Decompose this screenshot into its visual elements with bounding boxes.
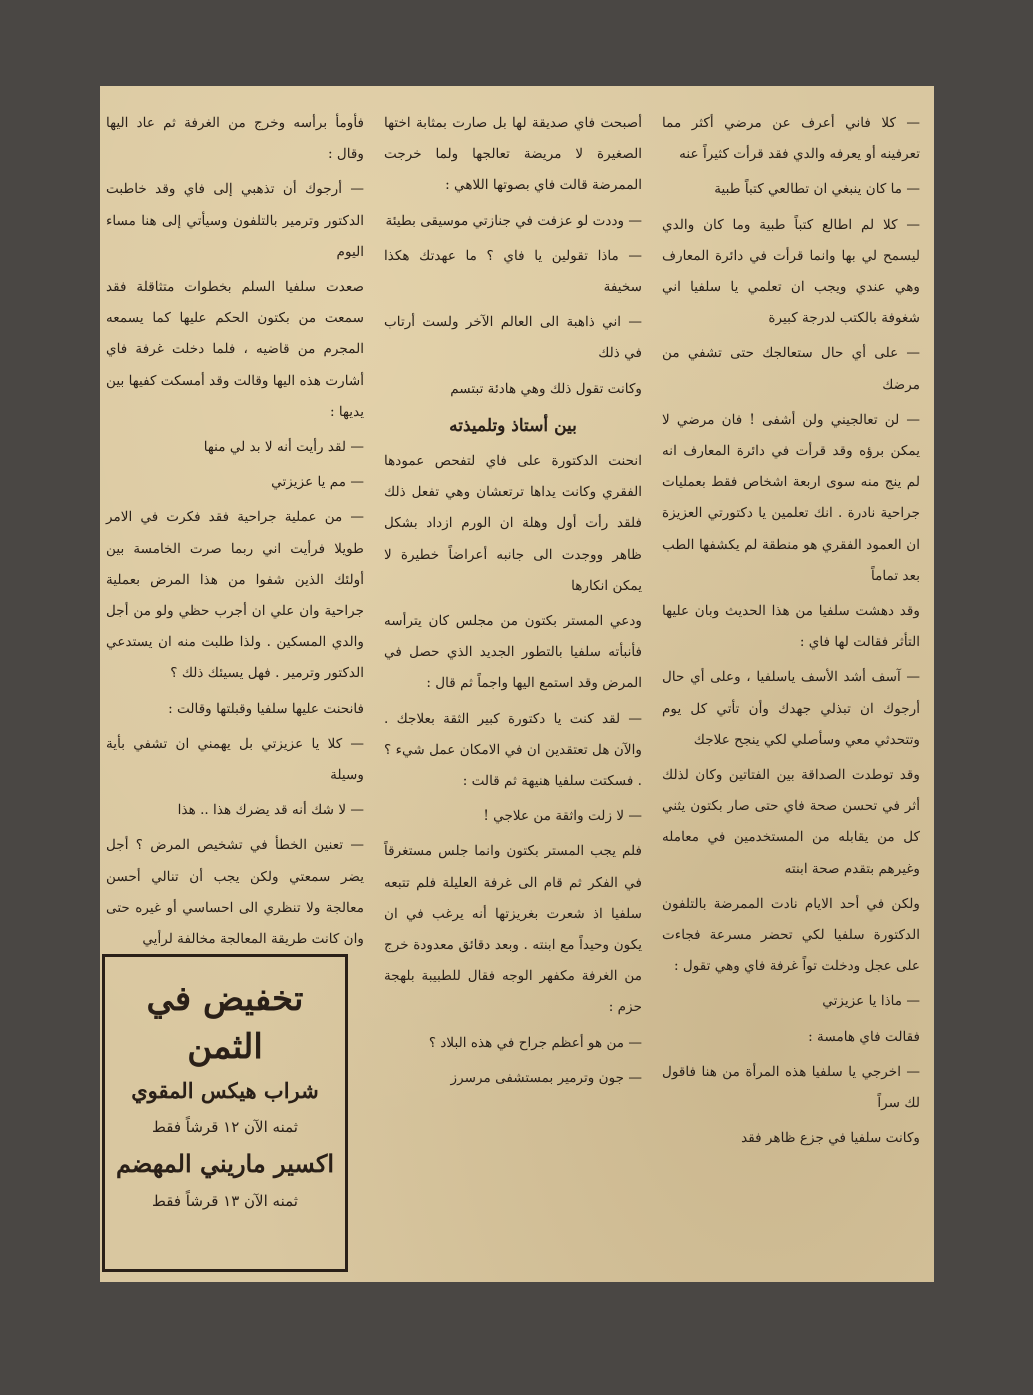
article-column-left bbox=[106, 108, 364, 959]
ad-title: تخفيض في الثمن bbox=[146, 979, 304, 1067]
paragraph: — اني ذاهبة الى العالم الآخر ولست أرتاب في ذلك bbox=[384, 314, 642, 362]
paragraph: وقد توطدت الصداقة بين الفتاتين وكان لذلك أثر في تحسن صحة فاي حتى صار بكتون يثني كل من يقابله من المستخدمين في معامله وغيرهم بتقدم صحة ابنته bbox=[662, 767, 920, 877]
paragraph: أصبحت فاي صديقة لها بل صارت بمثابة اختها الصغيرة لا مريضة تعالجها ولما خرجت الممرضة قالت فاي بصوتها اللاهي : bbox=[384, 115, 642, 194]
ad-price-1: ثمنه الآن ١٢ قرشاً فقط bbox=[152, 1118, 298, 1136]
paragraph: — كلا فاني أعرف عن مرضي أكثر مما تعرفينه أو يعرفه والدي فقد قرأت كثيراً عنه bbox=[662, 115, 920, 163]
paragraph: — كلا لم اطالع كتباً طبية وما كان والدي ليسمح لي بها وانما قرأت في دائرة المعارف وهي عندي ويجب ان تعلمي يا سلفيا اني شغوفة بالكتب لدرجة كبيرة bbox=[662, 216, 920, 327]
paragraph: وقد دهشت سلفيا من هذا الحديث وبان عليها التأثر فقالت لها فاي : bbox=[662, 603, 920, 651]
paragraph: فأومأ برأسه وخرج من الغرفة ثم عاد اليها وقال : bbox=[106, 115, 364, 163]
paragraph: — وددت لو عزفت في جنازتي موسيقى بطيئة bbox=[385, 212, 642, 229]
paragraph: — لن تعالجيني ولن أشفى ! فان مرضي لا يمكن برؤه وقد قرأت في دائرة المعارف انه لم ينج منه سوى اربعة اشخاص فقط بعمليات جراحية نادرة . انك تعلمين يا دكتورتي العزيزة ان العمود الفقري هو منطقة لم يكشفها الطب بعد تماماً bbox=[662, 411, 920, 584]
paragraph: — جون وترمير بمستشفى مرسرز bbox=[450, 1069, 642, 1086]
paragraph: — لا زلت واثقة من علاجي ! bbox=[483, 808, 642, 825]
paragraph: — اخرجي يا سلفيا هذه المرأة من هنا فاقول لك سراً bbox=[662, 1063, 920, 1112]
paragraph: فلم يجب المستر بكتون وانما جلس مستغرقاً في الفكر ثم قام الى غرفة العليلة فلم تتبعه سلفيا اذ شعرت بغريزتها أنه يرغب في ان يكون وحيداً مع ابنته . وبعد دقائق معدودة خرج من الغرفة مكفهر الوجه فقال للطبيبة بلهجة حزم : bbox=[384, 843, 642, 1016]
paragraph: انحنت الدكتورة على فاي لتفحص عمودها الفقري وكانت يداها ترتعشان وهي تفعل ذلك فلقد رأت أول وهلة ان الورم ازداد بشكل ظاهر ووجدت الى جانبه أعراضاً خطيرة لا يمكن انكارها bbox=[384, 453, 642, 594]
paragraph: وكانت تقول ذلك وهي هادئة تبتسم bbox=[450, 380, 642, 397]
paragraph: — لا شك أنه قد يضرك هذا .. هذا bbox=[177, 802, 364, 819]
paragraph: — ماذا يا عزيزتي bbox=[822, 993, 920, 1010]
article-column-right bbox=[662, 108, 920, 1159]
ad-product-1: شراب هيكس المقوي bbox=[131, 1078, 319, 1103]
ad-product-2: اكسير ماريني المهضم bbox=[115, 1149, 335, 1178]
paragraph: صعدت سلفيا السلم بخطوات متثاقلة فقد سمعت من بكتون الحكم عليها كما يسمعه المجرم من قاضيه ، فلما دخلت غرفة فاي أشارت هذه اليها وقالت وقد أمسكت كفيها بين يديها : bbox=[106, 279, 364, 420]
paragraph: — ما كان ينبغي ان تطالعي كتباً طبية bbox=[714, 181, 920, 198]
paragraph: فقالت فاي هامسة : bbox=[808, 1028, 920, 1045]
paragraph: فانحنت عليها سلفيا وقبلتها وقالت : bbox=[168, 700, 364, 717]
paragraph: — تعنين الخطأ في تشخيص المرض ؟ أجل يضر سمعتي ولكن يجب أن تنالي أحسن معالجة ولا تنظري الى احساسي أو غيره حتى وان كانت طريقة المعالجة مخالفة لرأيي bbox=[106, 837, 364, 948]
ad-price-2: ثمنه الآن ١٣ قرشاً فقط bbox=[152, 1192, 298, 1210]
paragraph: ولكن في أحد الايام نادت الممرضة بالتلفون الدكتورة سلفيا لكي تحضر مسرعة فجاءت على عجل ودخلت تواً غرفة فاي وهي تقول : bbox=[662, 895, 920, 975]
paragraph: — لقد رأيت أنه لا بد لي منها bbox=[203, 439, 364, 456]
paragraph: — مم يا عزيزتي bbox=[271, 474, 364, 491]
paragraph: — لقد كنت يا دكتورة كبير الثقة بعلاجك . والآن هل تعتقدين ان في الامكان عمل شيء ؟ . فسكتت سلفيا هنيهة ثم قالت : bbox=[384, 710, 642, 790]
paragraph: — آسف أشد الأسف ياسلفيا ، وعلى أي حال أرجوك ان تبذلي جهدك وأن تأتي كل يوم وتتحدثي معي وسأصلي لكي ينجح علاجك bbox=[662, 669, 920, 748]
paragraph: — من عملية جراحية فقد فكرت في الامر طويلا فرأيت اني ربما صرت الخامسة بين أولئك الذين شفوا من هذا المرض بعملية جراحية وان علي ان أجرب حظي ولو من أجل والدي المسكين . ولذا طلبت منه ان يستدعي الدكتور وترمير . فهل يسيئك ذلك ؟ bbox=[106, 509, 364, 682]
paragraph: — من هو أعظم جراح في هذه البلاد ؟ bbox=[428, 1034, 642, 1051]
paragraph: وكانت سلفيا في جزع ظاهر فقد bbox=[741, 1130, 920, 1147]
magazine-page bbox=[100, 86, 934, 1282]
paragraph: — ماذا تقولين يا فاي ؟ ما عهدتك هكذا سخيفة bbox=[384, 247, 642, 296]
section-subheading: بين أستاذ وتلميذته bbox=[449, 415, 577, 436]
paragraph: — كلا يا عزيزتي بل يهمني ان تشفي بأية وسيلة bbox=[106, 735, 364, 784]
paragraph: — على أي حال ستعالجك حتى تشفي من مرضك bbox=[662, 345, 920, 393]
paragraph: — أرجوك أن تذهبي إلى فاي وقد خاطبت الدكتور وترمير بالتلفون وسيأتي إلى هنا مساء اليوم bbox=[106, 181, 364, 260]
advertisement-box bbox=[102, 954, 348, 1272]
paragraph: ودعي المستر بكتون من مجلس كان يترأسه فأنبأته سلفيا بالتطور الجديد الذي حصل في المرض وقد استمع اليها واجماً ثم قال : bbox=[384, 613, 642, 692]
article-column-middle bbox=[384, 108, 642, 1098]
